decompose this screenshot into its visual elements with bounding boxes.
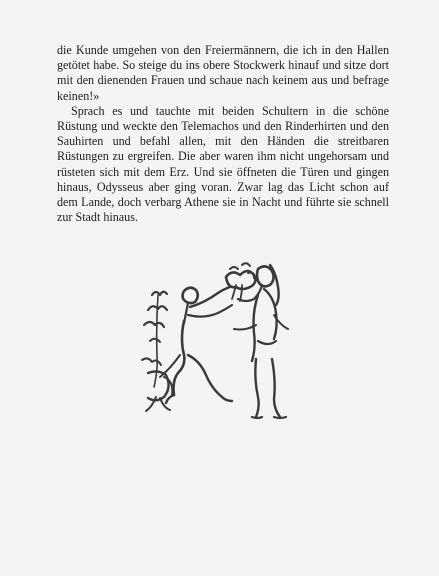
ink-drawing [130, 255, 310, 430]
paragraph-2: Sprach es und tauchte mit beiden Schultern in die schöne Rüstung und weckte den Telemachos und den Rinderhirten und den Sauhirten und befahl allen, mit den Händen die streitbaren Rüstungen zu ergreifen. Die aber waren ihm nicht ungehorsam und rüsteten sich mit dem Erz. Und sie öffneten die Türen und gingen hinaus, Odysseus aber ging voran. Zwar lag das Licht schon auf dem Lande, doch verbarg Athene sie in Nacht und führte sie schnell zur Stadt hinaus. [57, 103, 389, 225]
illustration-figures [130, 255, 310, 430]
paragraph-1: die Kunde umgehen von den Freiermännern, die ich in den Hallen getötet habe. So steige du ins obere Stockwerk hinauf und sitze dort mit den dienenden Frauen und schaue nach keinem aus und befrage keinen!» [57, 43, 389, 103]
text-block [57, 43, 389, 225]
